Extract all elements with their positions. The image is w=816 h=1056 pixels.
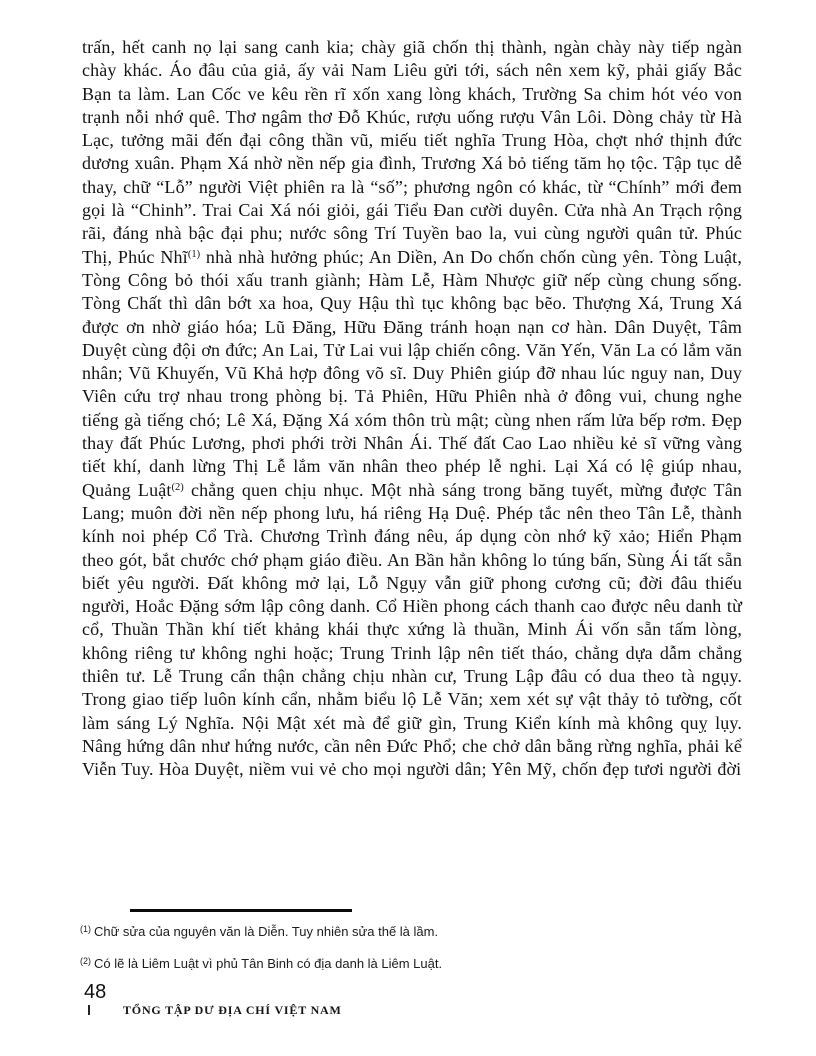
footnote-1-text: Chữ sửa của nguyên văn là Diễn. Tuy nhiên sửa thế là lầm. xyxy=(94,924,439,939)
body-text-part-3: chẳng quen chịu nhục. Một nhà sáng trong băng tuyết, mừng được Tân Lang; muôn đời nền nếp phong lưu, há riêng Hạ Duệ. Phép tắc nên theo Tân Lễ, thành kính noi phép Cổ Trà. Chương Trình đáng nêu, áp dụng còn nhớ kỹ xảo; Hiển Phạm theo gót, bắt chước chớ phạm giáo điều. An Bần hẳn không lo túng bấn, Sùng Ái tất sẵn biết yêu người. Đất không mở lại, Lỗ Ngụy vẫn giữ phong cương cũ; đời đâu thiếu người, Hoắc Đặng sớm lập công danh. Cổ Hiền phong cách thanh cao được nêu danh từ cổ, Thuần Thần khí tiết khảng khái thực xứng là thuần, Minh Ái vốn sẵn tấm lòng, không riêng tư không nghi hoặc; Trung Trinh lập nên tiết tháo, chẳng dựa dẫm chẳng thiên tư. Lễ Trung cẩn thận chẳng chịu nhàn cư, Trung Lập đâu có dua theo tà ngụy. Trong giao tiếp luôn kính cẩn, nhằm biểu lộ Lễ Văn; xem xét sự vật thảy tỏ tường, cốt làm sáng Lý Nghĩa. Nội Mật xét mà để giữ gìn, Trung Kiển kính mà không quỵ lụy. Nâng hứng dân như hứng nước, cần nên Đức Phổ; che chở dân bằng rừng nghĩa, phải kể Viễn Tuy. Hòa Duyệt, niềm vui vẻ cho mọi người dân; Yên Mỹ, chốn đẹp tươi người đời xyxy=(82,479,742,780)
footnote-2-marker: (2) xyxy=(80,956,91,966)
footnote-2 xyxy=(80,953,660,972)
footnotes-section xyxy=(80,921,660,985)
footnote-ref-2: (2) xyxy=(171,481,184,493)
page-number: 48 xyxy=(84,981,107,1003)
footnote-separator-rule xyxy=(130,909,352,912)
footer-title-row xyxy=(84,1003,584,1018)
body-text-part-1: trấn, hết canh nọ lại sang canh kia; chày giã chốn thị thành, ngàn chày này tiếp ngàn chày khác. Áo đâu của giả, ấy vải Nam Liêu gửi tới, sách nên xem kỹ, phải giấy Bắc Bạn ta làm. Lan Cốc ve kêu rền rĩ xốn xang lòng khách, Trường Sa chim hót véo von trạnh nỗi nhớ quê. Thơ ngâm thơ Đỗ Khúc, rượu uống rượu Vân Lôi. Dòng chảy từ Hà Lạc, tưởng mãi đến đại công thần vũ, miếu tiết nghĩa Trung Hòa, chợt nhớ thịnh đức dương xuân. Phạm Xá nhờ nền nếp gia đình, Trương Xá bỏ tiếng tăm họ tộc. Tập tục dễ thay, chữ “Lỗ” người Việt phiên ra là “số”; phương ngôn có khác, từ “Chính” mới đem gọi là “Chinh”. Trai Cai Xá nói giỏi, gái Tiểu Đan cười duyên. Cửa nhà An Trạch rộng rãi, đáng nhà bậc đại phu; nước sông Trí Tuyền bao la, vui cùng người quân tử. Phúc Thị, Phúc Nhĩ xyxy=(82,37,742,267)
body-paragraph xyxy=(82,36,742,782)
footer-tick-mark xyxy=(88,1005,90,1015)
body-text-part-2: nhà nhà hưởng phúc; An Diền, An Do chốn chốn cùng yên. Tòng Luật, Tòng Công bỏ thói xấu tranh giành; Hàm Lễ, Hàm Nhược giữ nếp cùng chung sống. Tòng Chất thì dân bớt xa hoa, Quy Hậu thì tục không bạc bẽo. Thượng Xá, Trung Xá được ơn nhờ giáo hóa; Lũ Đăng, Hữu Đăng tránh hoạn nạn cơ hàn. Dân Duyệt, Tâm Duyệt cùng đội ơn đức; An Lai, Tử Lai vui lập chiến công. Văn Yến, Văn La có lắm văn nhân; Vũ Khuyến, Vũ Khả hợp đông võ sĩ. Duy Phiên giúp đỡ nhau lúc nguy nan, Duy Viên cứu trợ nhau trong phòng bị. Tả Phiên, Hữu Phiên nhà ở đông vui, chung nghe tiếng gà tiếng chó; Lê Xá, Đặng Xá xóm thôn trù mật; cùng nhen rấm lửa bếp rơm. Đẹp thay đất Phúc Lương, phơi phới trời Nhân Ái. Thế đất Cao Lao nhiều kẻ sĩ vững vàng tiết khí, danh lừng Thị Lễ lắm văn nhân theo phép lễ nghi. Lại Xá có lệ giúp nhau, Quảng Luật xyxy=(82,246,742,500)
footnote-ref-1: (1) xyxy=(187,248,201,260)
footnote-1-marker: (1) xyxy=(80,924,91,934)
page-footer xyxy=(84,982,584,1018)
book-title: TỔNG TẬP DƯ ĐỊA CHÍ VIỆT NAM xyxy=(123,1003,342,1017)
footnote-2-text: Có lẽ là Liêm Luật vì phủ Tân Binh có địa danh là Liêm Luật. xyxy=(94,956,443,971)
footnote-1 xyxy=(80,921,660,940)
